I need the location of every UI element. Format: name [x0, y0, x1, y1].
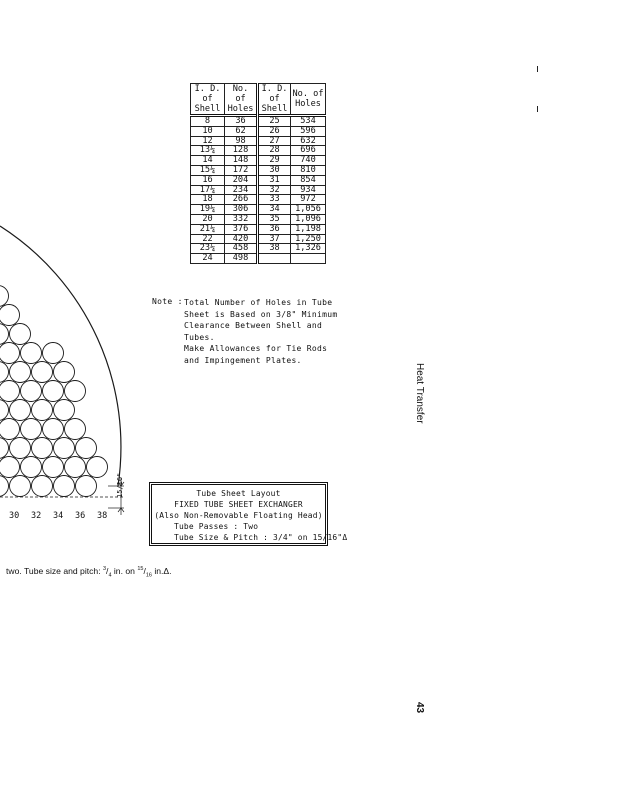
- table-cell: 972: [291, 195, 326, 205]
- header-id-shell: I. D. of Shell: [191, 84, 225, 116]
- note-line: Make Allowances for Tie Rods: [184, 344, 328, 354]
- table-row: [191, 156, 326, 166]
- tube-hole: [32, 476, 53, 497]
- table-cell: 26: [258, 126, 291, 136]
- tube-hole: [10, 438, 31, 459]
- tube-hole: [43, 419, 64, 440]
- table-cell: 128: [225, 146, 258, 156]
- title-line: Tube Sheet Layout: [196, 489, 281, 498]
- table-cell: 14: [191, 156, 225, 166]
- table-cell: 23¼: [191, 244, 225, 254]
- tube-hole: [10, 324, 31, 345]
- tube-hole: [65, 381, 86, 402]
- table-cell: 16: [191, 175, 225, 185]
- table-cell: 204: [225, 175, 258, 185]
- table-cell: 25: [258, 116, 291, 127]
- tube-hole: [0, 343, 20, 364]
- table-cell: 17¼: [191, 185, 225, 195]
- table-cell: [258, 254, 291, 264]
- tube-hole: [0, 286, 9, 307]
- tube-hole: [65, 419, 86, 440]
- tube-hole: [54, 400, 75, 421]
- tube-hole: [43, 343, 64, 364]
- tube-hole: [0, 419, 20, 440]
- table-row: [191, 244, 326, 254]
- header-no-holes: No. of Holes: [291, 84, 326, 116]
- title-line: Tube Passes : Two: [174, 522, 259, 531]
- shell-arc: [0, 226, 121, 486]
- title-line: (Also Non-Removable Floating Head): [154, 511, 323, 520]
- tube-hole: [0, 400, 9, 421]
- table-cell: 32: [258, 185, 291, 195]
- table-cell: 33: [258, 195, 291, 205]
- table-cell: 596: [291, 126, 326, 136]
- table-cell: 8: [191, 116, 225, 127]
- table-cell: 234: [225, 185, 258, 195]
- table-cell: 20: [191, 214, 225, 224]
- tube-hole: [10, 362, 31, 383]
- axis-number: 32: [31, 511, 42, 521]
- table-row: [191, 185, 326, 195]
- table-cell: 534: [291, 116, 326, 127]
- table-cell: 376: [225, 224, 258, 234]
- note-line: Total Number of Holes in Tube: [184, 298, 333, 307]
- table-row: [191, 165, 326, 175]
- tube-hole: [0, 305, 20, 326]
- table-cell: 34: [258, 205, 291, 215]
- table-cell: 172: [225, 165, 258, 175]
- title-line: Tube Size & Pitch : 3/4" on 15/16"Δ: [174, 533, 348, 542]
- title-line: FIXED TUBE SHEET EXCHANGER: [174, 500, 303, 509]
- table-cell: 22: [191, 234, 225, 244]
- table-row: [191, 195, 326, 205]
- table-body: [191, 116, 326, 264]
- table-cell: 28: [258, 146, 291, 156]
- tube-hole: [54, 476, 75, 497]
- tube-hole: [21, 381, 42, 402]
- table-row: [191, 146, 326, 156]
- table-cell: 696: [291, 146, 326, 156]
- tube-hole: [76, 476, 97, 497]
- header-id-shell: I. D. of Shell: [258, 84, 291, 116]
- table-cell: 24: [191, 254, 225, 264]
- table-cell: 10: [191, 126, 225, 136]
- page-number: 43: [414, 702, 425, 714]
- table-row: [191, 175, 326, 185]
- tube-hole: [54, 362, 75, 383]
- table-cell: 18: [191, 195, 225, 205]
- table-cell: 62: [225, 126, 258, 136]
- note-line: Tubes.: [184, 332, 215, 342]
- table-cell: 148: [225, 156, 258, 166]
- table-cell: 15¼: [191, 165, 225, 175]
- margin-mark: [537, 66, 538, 72]
- side-title: Heat Transfer: [414, 363, 425, 424]
- header-no-holes: No. of Holes: [225, 84, 258, 116]
- table-cell: 36: [258, 224, 291, 234]
- tube-hole: [0, 438, 9, 459]
- table-cell: 19¼: [191, 205, 225, 215]
- tube-hole: [0, 476, 9, 497]
- tube-hole: [43, 457, 64, 478]
- table-row: [191, 136, 326, 146]
- tube-hole: [65, 457, 86, 478]
- tube-hole: [10, 400, 31, 421]
- tube-hole: [54, 438, 75, 459]
- table-cell: 1,056: [291, 205, 326, 215]
- tube-hole: [32, 362, 53, 383]
- table-cell: 458: [225, 244, 258, 254]
- table-cell: 854: [291, 175, 326, 185]
- table-cell: 266: [225, 195, 258, 205]
- title-box: [151, 484, 348, 544]
- note-line: Clearance Between Shell and: [184, 321, 323, 331]
- table-row: [191, 234, 326, 244]
- axis-number: 34: [53, 511, 64, 521]
- table-cell: 740: [291, 156, 326, 166]
- table-cell: 420: [225, 234, 258, 244]
- table-cell: 498: [225, 254, 258, 264]
- tube-hole: [21, 343, 42, 364]
- axis-number: 38: [97, 511, 108, 521]
- axis-number: 30: [9, 511, 20, 521]
- tube-hole: [0, 457, 20, 478]
- table-row: [191, 126, 326, 136]
- margin-mark: [537, 106, 538, 112]
- tube-hole: [0, 362, 9, 383]
- note-line: Sheet is Based on 3/8" Minimum: [184, 309, 338, 319]
- table-cell: 1,198: [291, 224, 326, 234]
- table-cell: 35: [258, 214, 291, 224]
- tube-hole: [0, 381, 20, 402]
- table-cell: 31: [258, 175, 291, 185]
- table-cell: 21¼: [191, 224, 225, 234]
- tube-hole: [21, 457, 42, 478]
- note-line: and Impingement Plates.: [184, 355, 302, 365]
- table-row: [191, 116, 326, 127]
- figure-caption: two. Tube size and pitch: $^3/_4$ in. on $^{15}/_{16}$ in.Δ.: [6, 566, 172, 579]
- table-cell: 27: [258, 136, 291, 146]
- table-row: [191, 205, 326, 215]
- tube-hole: [76, 438, 97, 459]
- table-cell: 12: [191, 136, 225, 146]
- pitch-dimension-label: 15/16": [116, 472, 124, 498]
- table-cell: 13¼: [191, 146, 225, 156]
- table-cell: 30: [258, 165, 291, 175]
- table-cell: 332: [225, 214, 258, 224]
- table-row: [191, 224, 326, 234]
- holes-table: [190, 83, 326, 264]
- table-cell: 1,326: [291, 244, 326, 254]
- table-cell: [291, 254, 326, 264]
- table-cell: 810: [291, 165, 326, 175]
- tube-hole: [10, 476, 31, 497]
- tube-hole: [32, 400, 53, 421]
- note-label: Note :: [152, 297, 183, 306]
- tube-hole: [0, 324, 9, 345]
- table-cell: 934: [291, 185, 326, 195]
- table-cell: 1,096: [291, 214, 326, 224]
- axis-number: 36: [75, 511, 86, 521]
- tube-hole: [32, 438, 53, 459]
- note-text: [184, 297, 338, 367]
- table-row: [191, 214, 326, 224]
- table-cell: 632: [291, 136, 326, 146]
- tube-hole: [21, 419, 42, 440]
- table-cell: 29: [258, 156, 291, 166]
- table-cell: 1,250: [291, 234, 326, 244]
- tube-hole: [87, 457, 108, 478]
- table-cell: 37: [258, 234, 291, 244]
- tube-holes: [0, 286, 108, 497]
- table-cell: 36: [225, 116, 258, 127]
- table-cell: 38: [258, 244, 291, 254]
- table-cell: 306: [225, 205, 258, 215]
- table-cell: 98: [225, 136, 258, 146]
- table-row: [191, 254, 326, 264]
- tube-hole: [43, 381, 64, 402]
